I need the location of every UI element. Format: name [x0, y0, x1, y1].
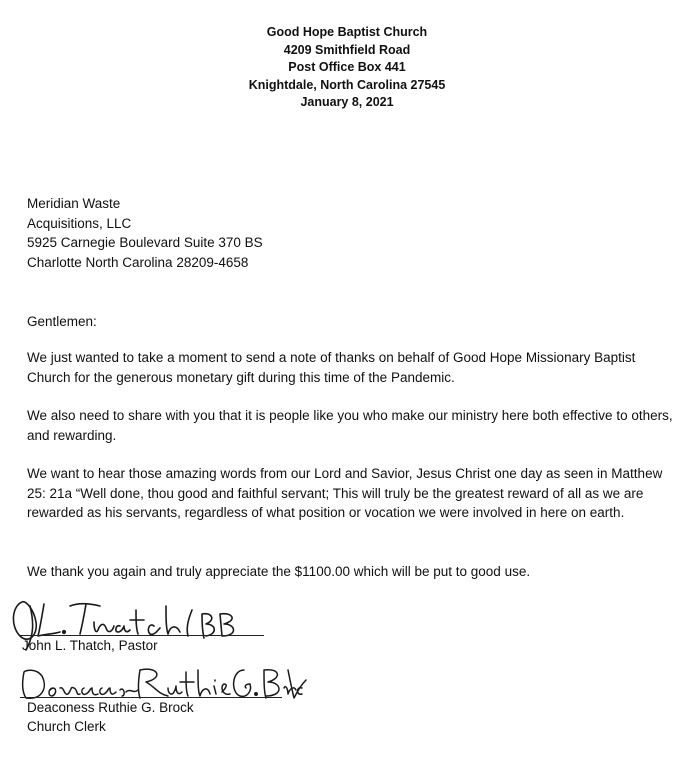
recipient-line-3: 5925 Carnegie Boulevard Suite 370 BS: [27, 235, 263, 250]
clerk-printed-name: Deaconess Ruthie G. Brock: [27, 700, 194, 715]
salutation: Gentlemen:: [27, 314, 97, 329]
church-city-state-zip: Knightdale, North Carolina 27545: [248, 77, 446, 92]
church-street: 4209 Smithfield Road: [283, 42, 411, 57]
paragraph-ministry: We also need to share with you that it is people like you who make our ministry here both effective to others, and rewarding.: [27, 408, 673, 443]
recipient-line-1: Meridian Waste: [27, 196, 121, 211]
clerk-signature-line: [20, 697, 282, 698]
letter-date: January 8, 2021: [300, 95, 394, 110]
paragraph-scripture: We want to hear those amazing words from our Lord and Savior, Jesus Christ one day as seen in Matthew 25: 21a “Well done, thou good and faithful servant; This will truly be the greatest reward of all as we are rewarded as his servants, regardless of what position or vocation we were involved in here on earth.: [27, 466, 663, 520]
clerk-title: Church Clerk: [27, 719, 106, 734]
recipient-address: [27, 194, 677, 272]
church-po-box: Post Office Box 441: [288, 60, 406, 75]
paragraph-closing: We thank you again and truly appreciate the $1100.00 which will be put to good use.: [27, 564, 531, 579]
pastor-printed-name: John L. Thatch, Pastor: [22, 638, 158, 653]
recipient-line-4: Charlotte North Carolina 28209-4658: [27, 254, 249, 270]
letterhead: [0, 24, 694, 112]
church-name: Good Hope Baptist Church: [266, 25, 428, 39]
pastor-signature-line: [20, 635, 264, 636]
recipient-line-2: Acquisitions, LLC: [27, 215, 132, 231]
pastor-signature-image: [8, 592, 248, 654]
paragraph-thanks: We just wanted to take a moment to send a note of thanks on behalf of Good Hope Missionary Baptist Church for the generous monetary gift during this time of the Pandemic.: [27, 350, 636, 385]
clerk-signature-image: [18, 660, 308, 706]
